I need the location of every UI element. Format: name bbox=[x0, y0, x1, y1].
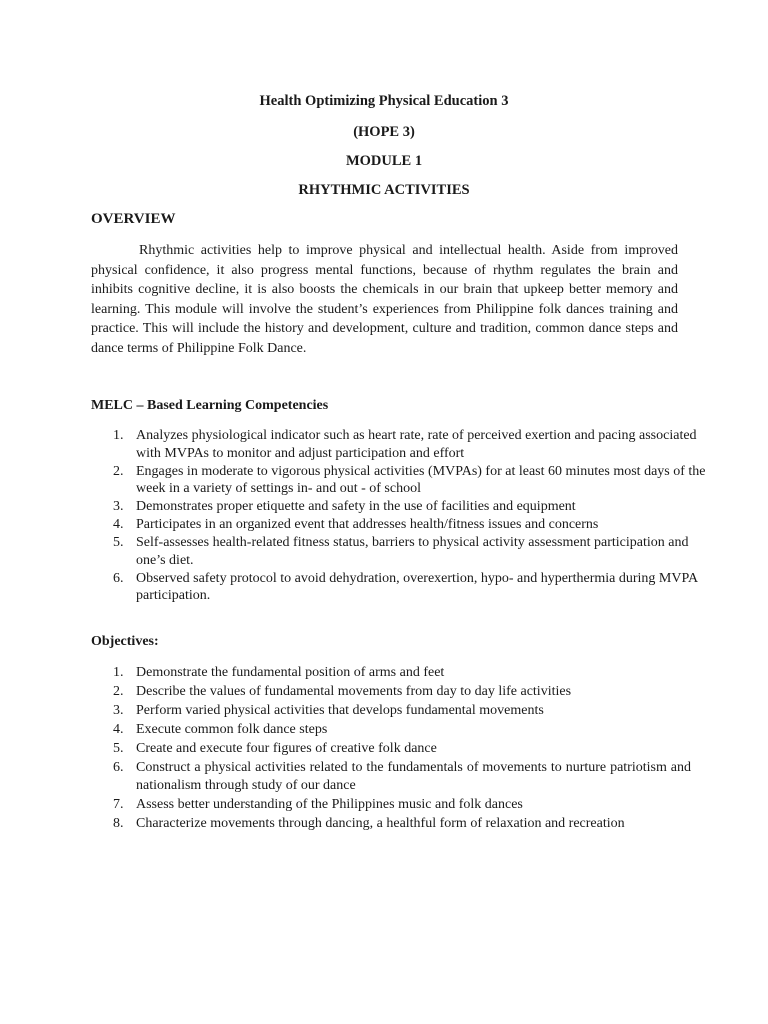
list-text: Create and execute four figures of creative folk dance bbox=[136, 741, 437, 756]
list-number: 4. bbox=[113, 517, 124, 532]
list-number: 1. bbox=[113, 428, 124, 443]
list-text: Assess better understanding of the Philippines music and folk dances bbox=[136, 796, 523, 812]
list-number: 6. bbox=[113, 760, 124, 775]
list-item bbox=[91, 570, 711, 605]
list-number: 8. bbox=[113, 815, 124, 831]
list-item bbox=[91, 427, 711, 462]
list-number: 5. bbox=[113, 535, 124, 550]
list-number: 3. bbox=[113, 703, 124, 718]
list-text: Self-assesses health-related fitness status, barriers to physical activity assessment participation and one’s diet. bbox=[136, 535, 689, 568]
list-text: Demonstrates proper etiquette and safety in the use of facilities and equipment bbox=[136, 499, 576, 514]
list-item bbox=[91, 683, 691, 701]
list-text: Observed safety protocol to avoid dehydration, overexertion, hypo- and hyperthermia during MVPA participation. bbox=[136, 570, 698, 603]
list-item bbox=[91, 815, 691, 833]
objectives-list bbox=[91, 664, 691, 834]
list-number: 7. bbox=[113, 796, 124, 812]
list-text: Engages in moderate to vigorous physical activities (MVPAs) for at least 60 minutes most days of the week in a variety of settings in- and out - of school bbox=[136, 463, 706, 496]
list-number: 2. bbox=[113, 463, 124, 479]
list-number: 2. bbox=[113, 684, 124, 699]
list-text: Characterize movements through dancing, a healthful form of relaxation and recreation bbox=[136, 815, 625, 831]
list-text: Participates in an organized event that addresses health/fitness issues and concerns bbox=[136, 517, 599, 532]
list-item bbox=[91, 721, 691, 739]
list-item bbox=[91, 664, 691, 682]
list-text: Perform varied physical activities that develops fundamental movements bbox=[136, 703, 544, 718]
list-item bbox=[91, 516, 711, 534]
list-item bbox=[91, 498, 711, 516]
list-text: Describe the values of fundamental movements from day to day life activities bbox=[136, 684, 572, 699]
list-item bbox=[91, 702, 691, 720]
list-item bbox=[91, 759, 691, 794]
list-item bbox=[91, 740, 691, 758]
list-text: Construct a physical activities related to the fundamentals of movements to nurture patriotism and nationalism through study of our dance bbox=[136, 760, 691, 793]
melc-heading: MELC – Based Learning Competencies bbox=[91, 398, 329, 413]
list-number: 3. bbox=[113, 499, 124, 514]
list-number: 5. bbox=[113, 741, 124, 756]
list-number: 1. bbox=[113, 665, 124, 680]
list-number: 4. bbox=[113, 722, 124, 737]
overview-heading: OVERVIEW bbox=[91, 211, 176, 227]
melc-list bbox=[91, 427, 711, 605]
document-title: Health Optimizing Physical Education 3 bbox=[259, 93, 509, 109]
list-text: Analyzes physiological indicator such as heart rate, rate of perceived exertion and pacing associated with MVPAs to monitor and adjust participation and effort bbox=[136, 428, 697, 461]
list-text: Demonstrate the fundamental position of arms and feet bbox=[136, 665, 445, 680]
module-number: MODULE 1 bbox=[345, 153, 423, 169]
list-item bbox=[91, 534, 711, 569]
list-item bbox=[91, 796, 691, 814]
list-text: Execute common folk dance steps bbox=[136, 722, 328, 737]
module-topic: RHYTHMIC ACTIVITIES bbox=[298, 182, 470, 198]
overview-paragraph bbox=[91, 241, 678, 359]
list-item bbox=[91, 463, 711, 498]
list-number: 6. bbox=[113, 570, 124, 586]
objectives-heading: Objectives: bbox=[91, 634, 159, 649]
course-code: (HOPE 3) bbox=[353, 124, 415, 140]
overview-text: Rhythmic activities help to improve physical and intellectual health. Aside from improved physical confidence, it also progress mental functions, because of rhythm regulates the brain and inhibits cognitive decline, it is also boosts the chemicals in our brain that upkeep better memory and learning. This module will involve the student’s experiences from Philippine folk dances training and practice. This will include the history and development, culture and tradition, common dance steps and dance terms of Philippine Folk Dance. bbox=[91, 243, 678, 356]
